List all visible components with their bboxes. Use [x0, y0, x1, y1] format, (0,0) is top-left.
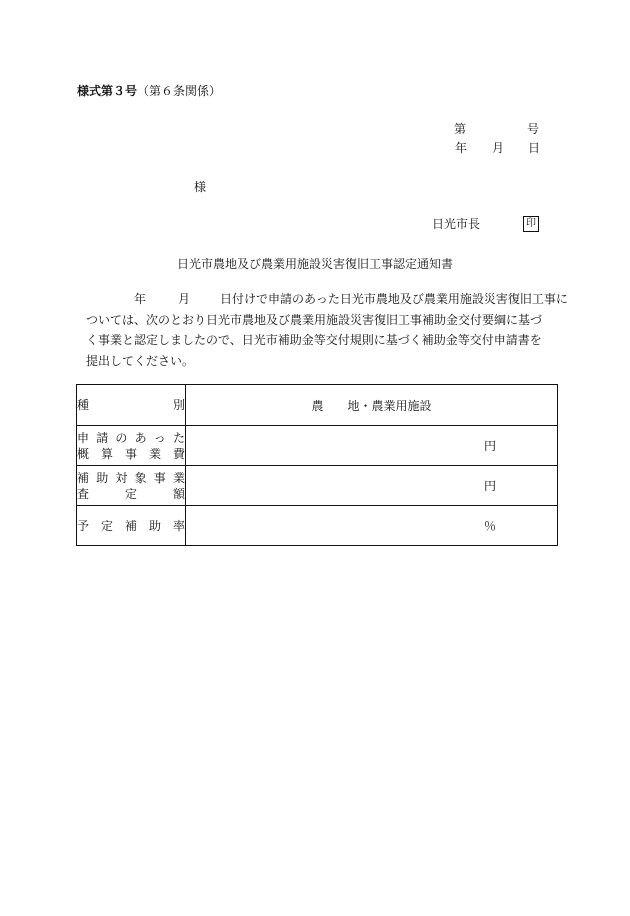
yen-unit: 円 — [484, 479, 497, 493]
date-month-label: 月 — [492, 141, 505, 155]
table-row-category — [77, 385, 558, 426]
addressee-honorific: 様 — [194, 180, 207, 194]
label-char: 率 — [172, 518, 185, 533]
label-char: 業 — [172, 470, 185, 485]
table-row-assessed-amount — [77, 466, 558, 506]
label-char: 補 — [77, 470, 90, 485]
label-char: た — [172, 430, 185, 445]
seal-mark: 印 — [523, 216, 539, 232]
category-value: 農 地・農業用施設 — [186, 385, 558, 426]
percent-unit: ％ — [484, 519, 497, 533]
table-row-applied-cost — [77, 426, 558, 466]
label-char: の — [115, 430, 128, 445]
label-char: 事 — [124, 446, 137, 461]
applied-cost-label — [77, 426, 186, 466]
yen-unit: 円 — [484, 439, 497, 453]
doc-number-suffix: 号 — [527, 122, 540, 136]
label-char: 定 — [124, 486, 137, 501]
body-line-1 — [98, 289, 568, 310]
document-title: 日光市農地及び農業用施設災害復旧工事認定通知書 — [176, 257, 453, 271]
label-char: 請 — [96, 430, 109, 445]
date-day-label: 日 — [528, 141, 541, 155]
label-char: 別 — [172, 398, 185, 412]
label-char: 補 — [124, 518, 137, 533]
assessed-amount-value — [186, 466, 558, 506]
body-line-3: く事業と認定しましたので、日光市補助金等交付規則に基づく補助金等交付申請書を — [86, 333, 542, 347]
label-char: 事 — [153, 470, 166, 485]
assessed-amount-label — [77, 466, 186, 506]
form-relation: （第６条関係） — [137, 84, 222, 98]
notice-body — [86, 289, 568, 371]
form-label — [77, 85, 221, 97]
applied-cost-value — [186, 426, 558, 466]
table-row-subsidy-rate — [77, 506, 558, 546]
label-char: っ — [153, 430, 166, 445]
label-char: 対 — [115, 470, 128, 485]
label-char: 象 — [134, 470, 147, 485]
label-char: 概 — [77, 446, 90, 461]
label-char: 予 — [77, 518, 90, 533]
label-char: 助 — [148, 518, 161, 533]
label-char: 申 — [77, 430, 90, 445]
label-char: 業 — [148, 446, 161, 461]
category-label — [77, 385, 186, 426]
form-number: 様式第３号 — [77, 84, 138, 98]
body-line-2: ついては、次のとおり日光市農地及び農業用施設災害復旧工事補助金交付要綱に基づ — [86, 312, 543, 327]
body-line-4: 提出してください。 — [86, 353, 195, 368]
label-char: 費 — [172, 446, 185, 461]
label-char: 定 — [100, 518, 113, 533]
label-char: 算 — [100, 446, 113, 461]
date-year-label: 年 — [455, 141, 468, 155]
body-year-label: 年 — [134, 292, 147, 306]
body-line-1-text: 日付けで申請のあった日光市農地及び農業用施設災害復旧工事に — [220, 292, 568, 306]
label-char: 額 — [172, 486, 185, 501]
label-char: 査 — [77, 486, 90, 501]
sender-title: 日光市長 — [432, 217, 481, 231]
details-table — [76, 384, 558, 546]
label-char: 種 — [77, 398, 90, 412]
label-char: 助 — [96, 470, 109, 485]
body-month-label: 月 — [178, 292, 191, 306]
subsidy-rate-value — [186, 506, 558, 546]
subsidy-rate-label — [77, 506, 186, 546]
label-char: あ — [134, 430, 147, 445]
doc-number-prefix: 第 — [454, 122, 467, 136]
